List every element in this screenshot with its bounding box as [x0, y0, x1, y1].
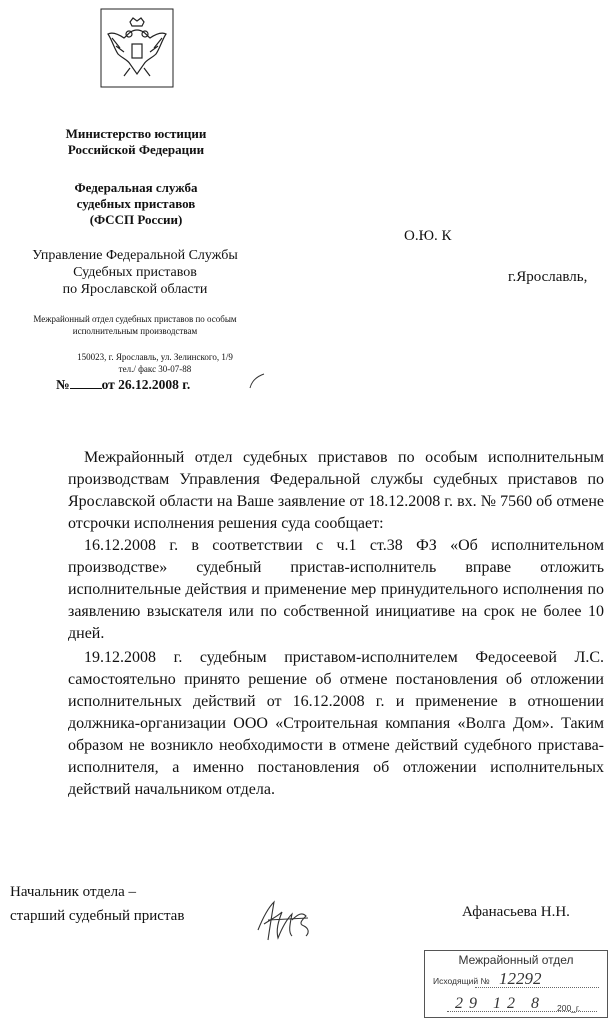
- stamp-outgoing-label: Исходящий №: [433, 976, 490, 986]
- stamp-year: 200_г.: [557, 1003, 581, 1013]
- letter-body: [68, 447, 604, 801]
- stamp-outgoing-number: 12292: [499, 969, 542, 988]
- department-address: 150023, г. Ярославль, ул. Зелинского, 1/9 тел./ факс 30-07-88: [77, 352, 233, 374]
- russian-coat-of-arms-icon: [100, 8, 174, 88]
- signatory-name: Афанасьева Н.Н.: [462, 904, 570, 920]
- registration-stamp: [424, 950, 608, 1018]
- handwritten-signature-icon: [248, 890, 328, 950]
- addressee-city: г.Ярославль,: [508, 269, 588, 285]
- stamp-date: 29 12 8: [455, 995, 545, 1012]
- service-name: Федеральная служба судебных приставов (ФССП России): [74, 180, 198, 227]
- paragraph-2: 16.12.2008 г. в соответствии с ч.1 ст.38 ФЗ «Об исполнительном производстве» судебный пристав-исполнитель вправе отложить исполнительные действия и применение мер принудительного исполнения по заявлению взыскателя или по собственной инициативе на срок не более 10 дней.: [68, 537, 604, 642]
- paragraph-1: Межрайонный отдел судебных приставов по особым исполнительным производствам Управления Федеральной службы судебных приставов по Ярославской области на Ваше заявление от 18.12.2008 г. вх. № 7560 об отмене отсрочки исполнения решения суда сообщает:: [68, 449, 604, 532]
- pen-mark-icon: [246, 372, 268, 392]
- stamp-title: Межрайонный отдел: [458, 953, 574, 967]
- paragraph-3: 19.12.2008 г. судебным приставом-исполнителем Федосеевой Л.С. самостоятельно принято решение об отмене постановления об отложении исполнительных действий от 16.12.2008 г. и применение в отношении должника-организации ООО «Строительная компания «Волга Дом». Таким образом не возникло необходимости в отмене действий судебного пристава-исполнителя, а именно постановления об отложении исполнительных действий начальником отдела.: [68, 649, 604, 798]
- addressee-name: О.Ю. К: [404, 228, 452, 244]
- signatory-position: Начальник отдела – старший судебный пристав: [10, 884, 185, 924]
- department-name: Управление Федеральной Службы Судебных приставов по Ярославской области: [32, 248, 238, 297]
- interdistrict-department: Межрайонный отдел судебных приставов по особым исполнительным производствам: [33, 314, 237, 336]
- document-number: № от 26.12.2008 г.: [56, 377, 191, 392]
- ministry-name: Министерство юстиции Российской Федерации: [65, 126, 207, 157]
